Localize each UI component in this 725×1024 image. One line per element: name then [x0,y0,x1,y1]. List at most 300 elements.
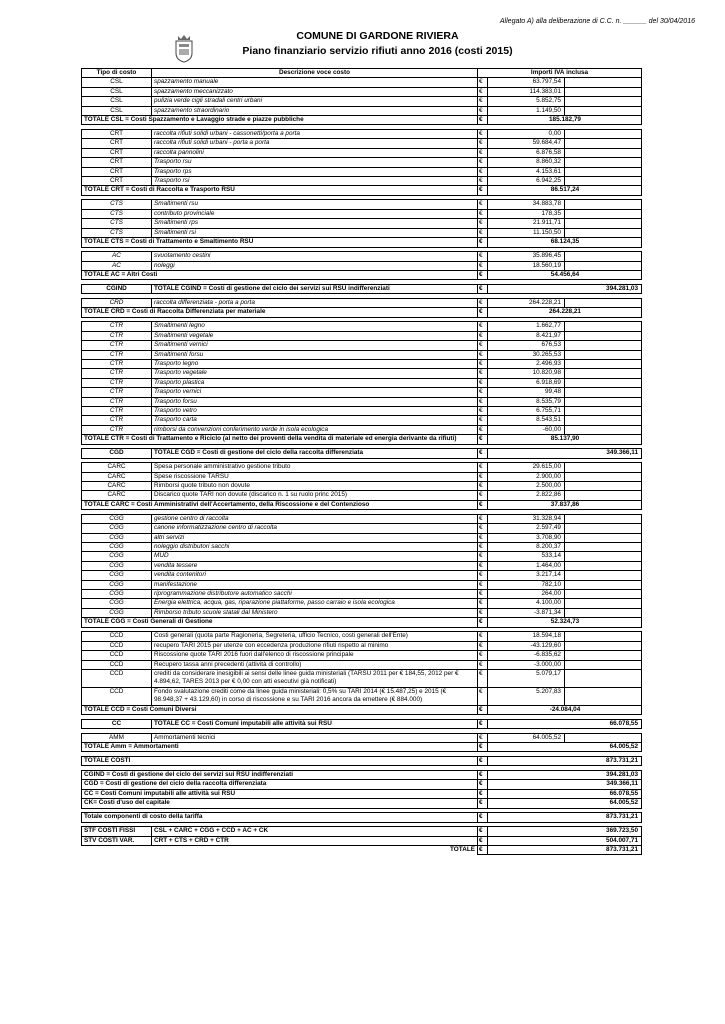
currency-symbol: € [478,514,488,523]
currency-symbol: € [478,687,488,705]
table-row [82,514,642,523]
cost-amount: 2.500,00 [488,482,565,491]
empty-cell [565,97,642,106]
subtotal-amount: 264.228,21 [488,308,642,317]
cost-description: crediti da considerare inesigibili ai sensi delle linee guida ministeriali (TARSU 2011 per € 184,55, 2012 per € 4.894,62, TARES 2013 per € 0,00 con atti esecutivi già notificati) [152,669,478,687]
cost-description: Trasporto vetro [152,406,478,415]
currency-symbol: € [478,87,488,96]
cost-amount: 8.860,32 [488,158,565,167]
deliberation-note: Allegato A) alla deliberazione di C.C. n. ______ del 30/04/2016 [499,18,695,25]
table-row [82,552,642,561]
table-row [82,580,642,589]
table-row [82,491,642,500]
section-total-amount: 349.366,11 [488,449,642,458]
summary-row [82,780,642,789]
cost-amount: 1.464,00 [488,561,565,570]
currency-symbol: € [478,472,488,481]
table-row [82,463,642,472]
currency-symbol: € [478,845,488,854]
cost-description: Ammortamenti tecnici [152,733,478,742]
cost-description: Recupero tassa anni precedenti (attività di controllo) [152,660,478,669]
empty-cell [565,590,642,599]
empty-cell [565,78,642,87]
currency-symbol: € [478,416,488,425]
currency-symbol: € [478,449,488,458]
currency-symbol: € [478,116,488,125]
currency-symbol: € [478,590,488,599]
grand-total-amount: 873.731,21 [488,845,642,854]
cost-description: vendita tessere [152,561,478,570]
cost-type: CGG [82,543,152,552]
summary-row [82,742,642,751]
table-row [82,378,642,387]
cost-type: CGG [82,571,152,580]
cost-amount: 11.150,50 [488,228,565,237]
cost-description: spazzamento straordinario [152,106,478,115]
cost-amount: 3.708,90 [488,533,565,542]
cost-amount: 35.896,45 [488,252,565,261]
cost-type: CTR [82,416,152,425]
cost-description: Trasporto rsu [152,158,478,167]
cost-amount: 29.615,00 [488,463,565,472]
empty-cell [565,608,642,617]
currency-symbol: € [478,733,488,742]
summary-row [82,770,642,779]
cost-description: spazzamento meccanizzato [152,87,478,96]
cost-amount: 59.684,47 [488,139,565,148]
empty-cell [565,543,642,552]
table-row [82,651,642,660]
table-row [82,219,642,228]
cost-amount: 6.876,58 [488,148,565,157]
cost-type: CTR [82,397,152,406]
cost-type: CTR [82,378,152,387]
cost-type: CSL [82,87,152,96]
cost-description: riprogrammazione distributore automatico sacchi [152,590,478,599]
currency-symbol: € [478,770,488,779]
split-label: STV COSTI VAR. [82,836,152,845]
cost-description: raccolta pannolini [152,148,478,157]
cost-amount: 1.662,77 [488,322,565,331]
table-row [82,87,642,96]
cost-amount: 264.228,21 [488,298,565,307]
cost-amount: 8.421,97 [488,331,565,340]
grand-total-label: TOTALE [152,845,478,854]
currency-symbol: € [478,482,488,491]
currency-symbol: € [478,177,488,186]
currency-symbol: € [478,561,488,570]
table-row [82,733,642,742]
cost-description: Smaltimenti forsu [152,350,478,359]
cost-description: Trasporto legno [152,359,478,368]
table-row [82,687,642,705]
summary-row [82,813,642,822]
cost-description: rimborsi da convenzioni conferimento verde in isola ecologica [152,425,478,434]
currency-symbol: € [478,543,488,552]
cost-amount: 5.852,75 [488,97,565,106]
currency-symbol: € [478,618,488,627]
cost-type: CCD [82,687,152,705]
currency-symbol: € [478,425,488,434]
cost-amount: 64.005,52 [488,733,565,742]
section-total-row [82,449,642,458]
currency-symbol: € [478,632,488,641]
cost-type: CGG [82,590,152,599]
table-row [82,252,642,261]
empty-cell [565,482,642,491]
cost-type: CGG [82,524,152,533]
cost-description: canone informatizzazione centro di raccolta [152,524,478,533]
empty-cell [565,378,642,387]
currency-symbol: € [478,533,488,542]
currency-symbol: € [478,813,488,822]
cost-amount: -3.871,34 [488,608,565,617]
table-row [82,139,642,148]
cost-type: CTS [82,200,152,209]
empty-cell [565,322,642,331]
cost-description: vendita contenitori [152,571,478,580]
cost-amount: -6.835,62 [488,651,565,660]
currency-symbol: € [478,369,488,378]
cost-type: CRD [82,298,152,307]
subtotal-row [82,308,642,317]
subtotal-amount: 85.137,90 [488,435,642,444]
split-formula: CRT + CTS + CRD + CTR [152,836,478,845]
cost-type: CTR [82,425,152,434]
cost-description: Fondo svalutazione crediti come da linee guida ministeriali: 0,5% su TARI 2014 (€ 15.487,25) e 2015 (€ 98.948,37 + 43.129,60) in corso di riscossione e su TARI 2016 ancora da emettere (€ 884.000) [152,687,478,705]
cost-type: CTS [82,209,152,218]
summary-amount: 873.731,21 [488,756,642,765]
cost-amount: 782,10 [488,580,565,589]
currency-symbol: € [478,238,488,247]
summary-row [82,799,642,808]
cost-amount: 264,00 [488,590,565,599]
summary-label: CC = Costi Comuni imputabili alle attività sui RSU [82,789,478,798]
cost-description: Costi generali (quota parte Ragioneria, Segreteria, ufficio Tecnico, costi generali dell'Ente) [152,632,478,641]
table-row [82,425,642,434]
summary-amount: 64.005,52 [488,742,642,751]
cost-type: CTR [82,359,152,368]
section-total-row [82,719,642,728]
subtotal-label: TOTALE CARC = Costi Amministrativi dell'Accertamento, della Riscossione e del Contenzioso [82,500,478,509]
currency-symbol: € [478,571,488,580]
cost-amount: 6.942,25 [488,177,565,186]
cost-type: CRT [82,130,152,139]
table-row [82,261,642,270]
page-title: COMUNE DI GARDONE RIVIERA [296,30,459,42]
cost-amount: 10.820,98 [488,369,565,378]
currency-symbol: € [478,651,488,660]
section-total-row [82,284,642,293]
table-row [82,482,642,491]
empty-cell [565,350,642,359]
subtotal-row [82,116,642,125]
table-row [82,228,642,237]
empty-cell [565,200,642,209]
summary-amount: 349.366,11 [488,780,642,789]
cost-amount: 0,00 [488,130,565,139]
header-desc: Descrizione voce costo [152,69,478,78]
empty-cell [565,261,642,270]
cost-type: CGG [82,608,152,617]
empty-cell [565,580,642,589]
currency-symbol: € [478,397,488,406]
empty-cell [565,472,642,481]
cost-amount: -60,00 [488,425,565,434]
empty-cell [565,331,642,340]
cost-amount: 3.217,14 [488,571,565,580]
currency-symbol: € [478,524,488,533]
currency-symbol: € [478,799,488,808]
cost-amount: 8.543,51 [488,416,565,425]
page-subtitle: Piano finanziario servizio rifiuti anno 2016 (costi 2015) [242,45,513,57]
table-row [82,331,642,340]
subtotal-amount: 52.324,73 [488,618,642,627]
summary-amount: 394.281,03 [488,770,642,779]
currency-symbol: € [478,641,488,650]
currency-symbol: € [478,552,488,561]
currency-symbol: € [478,167,488,176]
cost-type: CGG [82,561,152,570]
currency-symbol: € [478,209,488,218]
cost-amount: 6.918,69 [488,378,565,387]
cost-type: CGG [82,580,152,589]
empty-cell [565,524,642,533]
empty-cell [565,298,642,307]
subtotal-label: TOTALE AC = Altri Costi [82,270,478,279]
cost-description: gestione centro di raccolta [152,514,478,523]
cost-type: CCD [82,669,152,687]
currency-symbol: € [478,491,488,500]
subtotal-row [82,238,642,247]
table-row [82,561,642,570]
table-row [82,130,642,139]
cost-type: CRT [82,158,152,167]
empty-cell [565,571,642,580]
empty-cell [565,369,642,378]
cost-type: CTR [82,331,152,340]
cost-description: raccolta rifiuti solidi urbani - cassonetti/porta a porta [152,130,478,139]
cost-type: CSL [82,78,152,87]
currency-symbol: € [478,130,488,139]
cost-split-row [82,836,642,845]
split-label: STF COSTI FISSI [82,827,152,836]
section-total-label: TOTALE CGD = Costi di gestione del ciclo della raccolta differenziata [152,449,478,458]
summary-label: CK= Costi d'uso del capitale [82,799,478,808]
currency-symbol: € [478,756,488,765]
subtotal-label: TOTALE CCD = Costi Comuni Diversi [82,705,478,714]
empty-cell [565,632,642,641]
cost-amount: 30.265,53 [488,350,565,359]
currency-symbol: € [478,186,488,195]
cost-type: CARC [82,491,152,500]
subtotal-amount: 68.124,35 [488,238,642,247]
empty-cell [565,209,642,218]
subtotal-label: TOTALE CTR = Costi di Trattamento e Riciclo (al netto dei proventi della vendita di materiale ed energia derivante da rifiuti) [82,435,478,444]
table-row [82,641,642,650]
currency-symbol: € [478,284,488,293]
cost-description: Trasporto plastica [152,378,478,387]
currency-symbol: € [478,406,488,415]
cost-amount: 533,14 [488,552,565,561]
section-code: CGIND [82,284,152,293]
cost-amount: -43.129,60 [488,641,565,650]
cost-description: raccolta rifiuti solidi urbani - porta a porta [152,139,478,148]
summary-row [82,756,642,765]
subtotal-amount: 54.456,64 [488,270,642,279]
cost-type: CTR [82,341,152,350]
cost-split-row [82,827,642,836]
cost-description: Energia elettrica, acqua, gas, riparazione piattaforme, passo carraio e isola ecologica [152,599,478,608]
currency-symbol: € [478,742,488,751]
section-total-label: TOTALE CGIND = Costi di gestione del ciclo dei servizi sui RSU indifferenziati [152,284,478,293]
cost-type: CTR [82,322,152,331]
grand-total-row [82,845,642,854]
subtotal-label: TOTALE CTS = Costi di Trattamento e Smaltimento RSU [82,238,478,247]
section-total-amount: 394.281,03 [488,284,642,293]
cost-description: Smaltimenti legno [152,322,478,331]
cost-description: contributo provinciale [152,209,478,218]
cost-description: Smaltimenti rsi [152,228,478,237]
currency-symbol: € [478,308,488,317]
cost-amount: 18.560,19 [488,261,565,270]
cost-type: AC [82,261,152,270]
cost-description: svuotamento cestini [152,252,478,261]
summary-amount: 873.731,21 [488,813,642,822]
split-amount: 504.007,71 [488,836,642,845]
cost-type: CTR [82,350,152,359]
cost-amount: 63.797,54 [488,78,565,87]
table-row [82,533,642,542]
cost-description: Smaltimenti vegetale [152,331,478,340]
subtotal-amount: 86.517,24 [488,186,642,195]
empty-cell [565,341,642,350]
currency-symbol: € [478,780,488,789]
currency-symbol: € [478,97,488,106]
cost-amount: 2.496,93 [488,359,565,368]
empty-cell [565,158,642,167]
cost-amount: 34.883,78 [488,200,565,209]
subtotal-label: TOTALE CSL = Costi Spazzamento e Lavaggio strade e piazze pubbliche [82,116,478,125]
table-row [82,472,642,481]
cost-type: CGG [82,599,152,608]
cost-amount: 21.911,71 [488,219,565,228]
cost-amount: 2.900,00 [488,472,565,481]
cost-description: altri servizi [152,533,478,542]
empty-cell [565,660,642,669]
empty-cell [565,669,642,687]
currency-symbol: € [478,827,488,836]
cost-amount: 99,48 [488,388,565,397]
summary-label: TOTALE COSTI [82,756,478,765]
currency-symbol: € [478,350,488,359]
cost-table [81,68,642,855]
currency-symbol: € [478,228,488,237]
cost-type: CTR [82,388,152,397]
currency-symbol: € [478,341,488,350]
cost-type: CSL [82,97,152,106]
cost-description: manifestazione [152,580,478,589]
currency-symbol: € [478,158,488,167]
empty-cell [565,388,642,397]
cost-type: CTR [82,369,152,378]
table-row [82,298,642,307]
cost-amount: 4.100,00 [488,599,565,608]
cost-type: CCD [82,651,152,660]
subtotal-row [82,186,642,195]
table-row [82,200,642,209]
cost-description: Rimborso tributo scuole statali dal Ministero [152,608,478,617]
currency-symbol: € [478,669,488,687]
empty-cell [565,130,642,139]
table-row [82,167,642,176]
summary-label: TOTALE Amm = Ammortamenti [82,742,478,751]
currency-symbol: € [478,378,488,387]
cost-amount: 6.755,71 [488,406,565,415]
subtotal-row [82,705,642,714]
summary-label: Totale componenti di costo della tariffa [82,813,478,822]
table-row [82,599,642,608]
cost-type: CCD [82,641,152,650]
currency-symbol: € [478,359,488,368]
cost-amount: 8.200,37 [488,543,565,552]
table-row [82,369,642,378]
empty-cell [82,845,152,854]
cost-type: AMM [82,733,152,742]
cost-amount: 18.594,18 [488,632,565,641]
currency-symbol: € [478,463,488,472]
cost-description: Riscossione quote TARI 2016 fuori dall'elenco di riscossione principale [152,651,478,660]
cost-description: pulizia verde cigli stradali centri urbani [152,97,478,106]
currency-symbol: € [478,608,488,617]
cost-amount: 114.383,01 [488,87,565,96]
empty-cell [565,651,642,660]
subtotal-amount: 37.837,86 [488,500,642,509]
empty-cell [565,733,642,742]
cost-amount: 5.079,17 [488,669,565,687]
cost-amount: 4.153,61 [488,167,565,176]
empty-cell [565,219,642,228]
cost-amount: 5.207,83 [488,687,565,705]
table-row [82,543,642,552]
currency-symbol: € [478,580,488,589]
currency-symbol: € [478,148,488,157]
cost-amount: 676,53 [488,341,565,350]
cost-type: CGG [82,552,152,561]
subtotal-row [82,500,642,509]
currency-symbol: € [478,789,488,798]
empty-cell [565,87,642,96]
cost-type: CRT [82,148,152,157]
table-header [82,69,642,78]
table-row [82,97,642,106]
table-row [82,350,642,359]
cost-amount: 2.822,86 [488,491,565,500]
cost-description: Trasporto vernici [152,388,478,397]
cost-description: Trasporto forsu [152,397,478,406]
cost-type: CGG [82,514,152,523]
subtotal-row [82,270,642,279]
currency-symbol: € [478,106,488,115]
section-total-amount: 66.078,55 [488,719,642,728]
section-total-label: TOTALE CC = Costi Comuni imputabili alle attività sui RSU [152,719,478,728]
cost-description: MUD [152,552,478,561]
cost-description: Trasporto rsi [152,177,478,186]
table-row [82,571,642,580]
empty-cell [565,491,642,500]
empty-cell [565,561,642,570]
cost-description: noleggio distributori sacchi [152,543,478,552]
